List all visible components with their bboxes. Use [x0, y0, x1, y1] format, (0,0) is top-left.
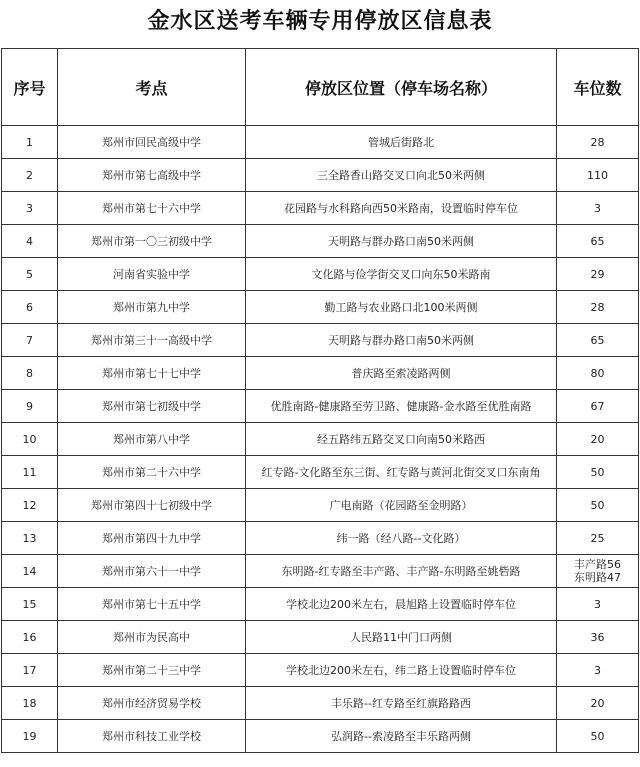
header-school: 考点	[58, 49, 246, 126]
table-row	[2, 291, 639, 324]
row-spots: 25	[557, 522, 639, 555]
table-row	[2, 522, 639, 555]
row-spots: 65	[557, 225, 639, 258]
row-spots: 3	[557, 654, 639, 687]
row-school: 郑州市为民高中	[58, 621, 246, 654]
table-header-row	[2, 49, 639, 126]
row-school: 郑州市经济贸易学校	[58, 687, 246, 720]
row-index: 9	[2, 390, 58, 423]
header-location: 停放区位置（停车场名称）	[246, 49, 557, 126]
row-location: 天明路与群办路口南50米两侧	[246, 324, 557, 357]
table-row	[2, 159, 639, 192]
table-row	[2, 126, 639, 159]
row-spots: 28	[557, 126, 639, 159]
table-row	[2, 357, 639, 390]
row-index: 11	[2, 456, 58, 489]
row-spots: 3	[557, 588, 639, 621]
row-location: 东明路-红专路至丰产路、丰产路-东明路至姚砦路	[246, 555, 557, 588]
row-school: 郑州市第七十七中学	[58, 357, 246, 390]
table-row	[2, 588, 639, 621]
row-school: 郑州市第七十五中学	[58, 588, 246, 621]
table-row	[2, 489, 639, 522]
row-index: 2	[2, 159, 58, 192]
table-row	[2, 720, 639, 753]
table-row	[2, 687, 639, 720]
row-spots: 20	[557, 687, 639, 720]
row-school: 郑州市第二十六中学	[58, 456, 246, 489]
table-row	[2, 423, 639, 456]
row-school: 郑州市回民高级中学	[58, 126, 246, 159]
row-school: 郑州市第七初级中学	[58, 390, 246, 423]
row-spots: 50	[557, 720, 639, 753]
table-row	[2, 225, 639, 258]
row-index: 4	[2, 225, 58, 258]
row-index: 16	[2, 621, 58, 654]
row-spots: 50	[557, 456, 639, 489]
row-location: 花园路与水科路向西50米路南，设置临时停车位	[246, 192, 557, 225]
row-spots: 67	[557, 390, 639, 423]
row-index: 17	[2, 654, 58, 687]
row-location: 文化路与俭学街交叉口向东50米路南	[246, 258, 557, 291]
page-title: 金水区送考车辆专用停放区信息表	[147, 9, 493, 34]
row-location: 勤工路与农业路口北100米两侧	[246, 291, 557, 324]
header-index: 序号	[2, 49, 58, 126]
row-location: 管城后街路北	[246, 126, 557, 159]
row-school: 郑州市第九中学	[58, 291, 246, 324]
row-school: 郑州市第六十一中学	[58, 555, 246, 588]
row-spots: 29	[557, 258, 639, 291]
row-location: 学校北边200米左右，纬二路上设置临时停车位	[246, 654, 557, 687]
row-spots: 80	[557, 357, 639, 390]
row-location: 红专路-文化路至东三街、红专路与黄河北街交叉口东南角	[246, 456, 557, 489]
row-location: 广电南路（花园路至金明路）	[246, 489, 557, 522]
row-index: 14	[2, 555, 58, 588]
row-spots: 28	[557, 291, 639, 324]
row-school: 郑州市第二十三中学	[58, 654, 246, 687]
row-spots: 3	[557, 192, 639, 225]
row-location: 学校北边200米左右，晨旭路上设置临时停车位	[246, 588, 557, 621]
row-location: 优胜南路-健康路至劳卫路、健康路-金水路至优胜南路	[246, 390, 557, 423]
row-index: 10	[2, 423, 58, 456]
row-location: 人民路11中门口两侧	[246, 621, 557, 654]
row-school: 河南省实验中学	[58, 258, 246, 291]
row-index: 5	[2, 258, 58, 291]
row-school: 郑州市第八中学	[58, 423, 246, 456]
row-index: 13	[2, 522, 58, 555]
row-location: 弘润路--索凌路至丰乐路两侧	[246, 720, 557, 753]
table-row	[2, 456, 639, 489]
row-index: 15	[2, 588, 58, 621]
row-location: 普庆路至索凌路两侧	[246, 357, 557, 390]
row-index: 7	[2, 324, 58, 357]
row-index: 3	[2, 192, 58, 225]
row-school: 郑州市第四十七初级中学	[58, 489, 246, 522]
table-row	[2, 654, 639, 687]
row-spots: 36	[557, 621, 639, 654]
row-index: 18	[2, 687, 58, 720]
table-row	[2, 324, 639, 357]
row-school: 郑州市第一〇三初级中学	[58, 225, 246, 258]
row-spots: 丰产路56 东明路47	[557, 555, 639, 588]
table-row	[2, 390, 639, 423]
row-location: 纬一路（经八路--文化路）	[246, 522, 557, 555]
row-index: 19	[2, 720, 58, 753]
table-row	[2, 555, 639, 588]
parking-table	[1, 48, 639, 753]
row-school: 郑州市第七高级中学	[58, 159, 246, 192]
table-row	[2, 192, 639, 225]
row-spots: 110	[557, 159, 639, 192]
row-school: 郑州市第四十九中学	[58, 522, 246, 555]
row-school: 郑州市第三十一高级中学	[58, 324, 246, 357]
row-index: 6	[2, 291, 58, 324]
row-spots: 65	[557, 324, 639, 357]
header-spots: 车位数	[557, 49, 639, 126]
row-index: 12	[2, 489, 58, 522]
table-row	[2, 258, 639, 291]
row-location: 三全路香山路交叉口向北50米两侧	[246, 159, 557, 192]
row-location: 丰乐路--红专路至红旗路路西	[246, 687, 557, 720]
row-location: 经五路纬五路交叉口向南50米路西	[246, 423, 557, 456]
row-spots: 50	[557, 489, 639, 522]
row-school: 郑州市第七十六中学	[58, 192, 246, 225]
row-location: 天明路与群办路口南50米两侧	[246, 225, 557, 258]
row-index: 1	[2, 126, 58, 159]
row-school: 郑州市科技工业学校	[58, 720, 246, 753]
row-spots: 20	[557, 423, 639, 456]
table-row	[2, 621, 639, 654]
row-index: 8	[2, 357, 58, 390]
